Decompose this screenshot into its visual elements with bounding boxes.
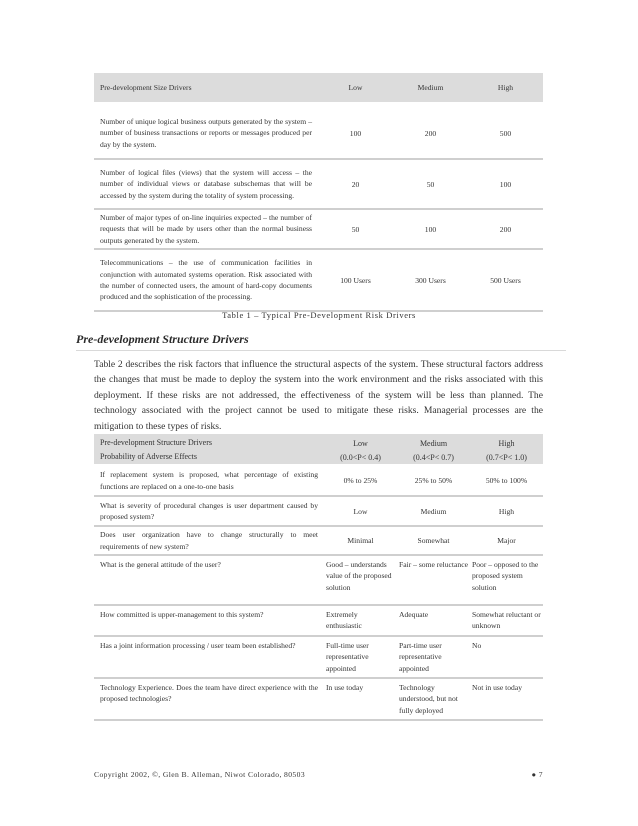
- header-sublabel: Probability of Adverse Effects: [100, 452, 197, 462]
- row-description: Does user organization have to change structurally to meet requirements of new system?: [100, 530, 318, 551]
- row-medium: 25% to 50%: [414, 476, 453, 485]
- row-description: If replacement system is proposed, what percentage of existing functions are replaced on a one-to-one basis: [100, 470, 318, 491]
- page-number: ● 7: [531, 770, 543, 779]
- structure-drivers-table: [94, 434, 543, 721]
- table-caption: Table 1 – Typical Pre-Development Risk Drivers: [222, 310, 416, 320]
- row-high: 500: [499, 128, 512, 138]
- section-heading: Pre-development Structure Drivers: [76, 332, 566, 351]
- row-medium: 200: [424, 128, 437, 138]
- row-low: 0% to 25%: [343, 476, 378, 485]
- header-low: Low: [353, 438, 368, 448]
- row-low: 100: [349, 128, 362, 138]
- table-row: [94, 637, 543, 679]
- row-low: Minimal: [347, 536, 374, 545]
- row-high: 100: [499, 179, 512, 189]
- header-medium-range: (0.4<P< 0.7): [413, 452, 454, 462]
- table-row: [94, 497, 543, 527]
- row-medium: Fair – some reluctance: [399, 560, 468, 569]
- row-description: Number of logical files (views) that the system will access – the number of individual views or database subschemas that will be accessed by the system during the totality of system processing.: [100, 168, 312, 200]
- table-row: [94, 556, 543, 606]
- row-low: Low: [353, 506, 368, 516]
- header-high: High: [497, 83, 514, 92]
- row-high: Somewhat reluctant or unknown: [472, 610, 541, 631]
- row-high: No: [472, 641, 482, 650]
- row-high: Not in use today: [472, 683, 522, 692]
- header-label: Pre-development Size Drivers: [100, 82, 192, 92]
- header-high: High: [498, 438, 515, 448]
- header-low-range: (0.0<P< 0.4): [340, 452, 381, 462]
- row-high: Poor – opposed to the proposed system solution: [472, 560, 539, 592]
- table-row: [94, 250, 543, 312]
- row-description: Technology Experience. Does the team have direct experience with the proposed technologies?: [100, 683, 318, 704]
- row-description: Has a joint information processing / user team been established?: [100, 641, 296, 650]
- size-drivers-table: [94, 73, 543, 312]
- row-low: 20: [351, 179, 360, 189]
- copyright-text: Copyright 2002, ©, Glen B. Alleman, Niwot Colorado, 80503: [94, 770, 306, 779]
- table-row: [94, 466, 543, 497]
- row-medium: 300 Users: [415, 275, 446, 285]
- row-high: Major: [497, 536, 516, 545]
- row-description: How committed is upper-management to this system?: [100, 610, 264, 619]
- row-high: 500 Users: [490, 275, 521, 285]
- row-low: Good – understands value of the proposed solution: [326, 560, 392, 592]
- header-medium: Medium: [419, 438, 448, 448]
- row-high: 50% to 100%: [485, 476, 528, 485]
- body-paragraph: Table 2 describes the risk factors that influence the structural aspects of the system. These structural factors address the changes that must be made to deploy the system into the work environment and the risks associated with this deployment. If these risks are not addressed, the effectiveness of the system will be less than planned. The technology associated with the project cannot be used to mitigate these risks. Managerial processes are the mitigation to these types of risks.: [94, 359, 543, 432]
- table-row: [94, 527, 543, 556]
- row-low: Full-time user representative appointed: [326, 641, 369, 673]
- table-row: [94, 210, 543, 250]
- header-medium: Medium: [417, 83, 444, 92]
- table-header: [94, 434, 543, 464]
- page-footer: [94, 770, 543, 779]
- table-row: [94, 160, 543, 210]
- row-low: 100 Users: [340, 275, 371, 285]
- header-high-range: (0.7<P< 1.0): [486, 452, 527, 462]
- header-label: Pre-development Structure Drivers: [100, 438, 212, 448]
- row-low: In use today: [326, 683, 364, 692]
- row-description: What is severity of procedural changes is user department caused by proposed system?: [100, 500, 318, 521]
- row-low: Extremely enthusiastic: [326, 610, 362, 631]
- row-medium: Somewhat: [417, 536, 450, 545]
- row-description: What is the general attitude of the user?: [100, 560, 221, 569]
- row-description: Number of major types of on-line inquiries expected – the number of requests that will be made by users other than the normal business outputs generated by the system.: [100, 213, 312, 245]
- row-low: 50: [351, 224, 360, 234]
- table-header: [94, 73, 543, 102]
- row-medium: Technology understood, but not fully deployed: [399, 683, 458, 715]
- row-description: Telecommunications – the use of communication facilities in conjunction with automated systems operation. Risk associated with the number of connected users, the amount of hard-copy documents produced and the sophistication of the processing.: [100, 258, 312, 302]
- row-medium: 100: [424, 224, 437, 234]
- row-high: 200: [499, 224, 512, 234]
- table-row: [94, 606, 543, 637]
- table-row: [94, 108, 543, 160]
- row-medium: 50: [426, 179, 435, 189]
- header-low: Low: [348, 83, 363, 92]
- table-row: [94, 679, 543, 721]
- row-medium: Medium: [420, 506, 447, 516]
- row-description: Number of unique logical business outputs generated by the system – number of business transactions or reports or messages produced per day by the system.: [100, 117, 312, 149]
- row-medium: Adequate: [399, 610, 429, 619]
- row-high: High: [498, 506, 515, 516]
- row-medium: Part-time user representative appointed: [399, 641, 442, 673]
